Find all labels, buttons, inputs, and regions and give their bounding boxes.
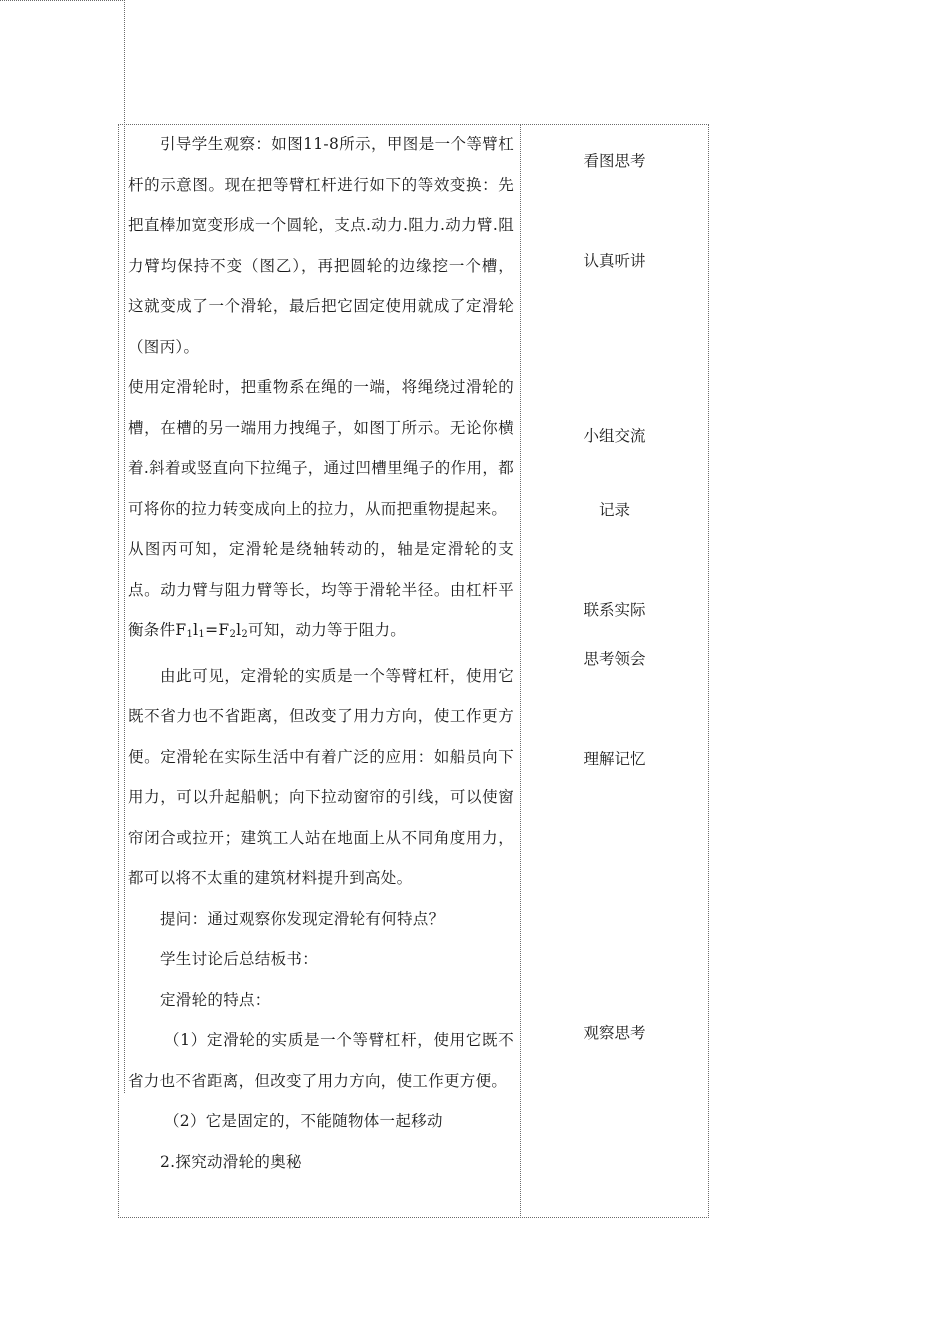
activity-observe-think: 看图思考 bbox=[583, 152, 646, 170]
paragraph-fixed-pulley-transform: 引导学生观察：如图11-8所示，甲图是一个等臂杠杆的示意图。现在把等臂杠杆进行如下的等效变换：先把直棒加宽变形成一个圆轮，支点.动力.阻力.动力臂.阻力臂均保持不变（图乙），再把圆轮的边缘挖一个槽，这就变成了一个滑轮，最后把它固定使用就成了定滑轮（图丙）。 bbox=[128, 135, 514, 356]
paragraph-question: 提问：通过观察你发现定滑轮有何特点？ bbox=[160, 909, 445, 928]
paragraph-movable-pulley-heading: 2.探究动滑轮的奥秘 bbox=[160, 1152, 302, 1171]
activity-observe-think-2: 观察思考 bbox=[583, 1024, 646, 1042]
activity-group-discussion: 小组交流 bbox=[583, 427, 646, 445]
activity-record: 记录 bbox=[598, 501, 630, 519]
paragraph-essence-applications: 由此可见，定滑轮的实质是一个等臂杠杆，使用它既不省力也不省距离，但改变了用力方向，使工作更方便。定滑轮在实际生活中有着广泛的应用：如船员向下用力，可以升起船帆；向下拉动窗帘的引线，可以使窗帘闭合或拉开；建筑工人站在地面上从不同角度用力，都可以将不太重的建筑材料提升到高处。 bbox=[128, 666, 514, 887]
paragraph-feature-2: （2）它是固定的，不能随物体一起移动 bbox=[164, 1112, 443, 1130]
notes-cell bbox=[0, 0, 125, 1093]
activity-think-understand: 思考领会 bbox=[583, 650, 646, 668]
paragraph-features-heading: 定滑轮的特点： bbox=[160, 990, 271, 1009]
paragraph-fulcrum-conclusion: 可知，动力等于阻力。 bbox=[248, 621, 407, 639]
activity-connect-practice: 联系实际 bbox=[583, 601, 646, 619]
activity-understand-memorize: 理解记忆 bbox=[583, 750, 646, 768]
lever-balance-formula: $F_1l_1=F_2l_2$ bbox=[175, 621, 249, 640]
activity-listen: 认真听讲 bbox=[583, 252, 646, 270]
teaching-content bbox=[128, 124, 514, 1182]
paragraph-fulcrum-text: 从图丙可知，定滑轮是绕轴转动的，轴是定滑轮的支点。动力臂与阻力臂等长，均等于滑轮半径。由杠杆平衡条件 bbox=[128, 540, 514, 639]
paragraph-using-fixed-pulley: 使用定滑轮时，把重物系在绳的一端，将绳绕过滑轮的槽，在槽的另一端用力拽绳子，如图丁所示。无论你横着.斜着或竖直向下拉绳子，通过凹槽里绳子的作用，都可将你的拉力转变成向上的拉力，从而把重物提起来。 bbox=[128, 378, 514, 518]
paragraph-fulcrum-analysis bbox=[128, 529, 514, 656]
paragraph-feature-1: （1）定滑轮的实质是一个等臂杠杆，使用它既不省力也不省距离，但改变了用力方向，使工作更方便。 bbox=[128, 1031, 514, 1090]
student-activity-cell bbox=[520, 124, 709, 1218]
paragraph-discussion: 学生讨论后总结板书： bbox=[160, 950, 319, 968]
